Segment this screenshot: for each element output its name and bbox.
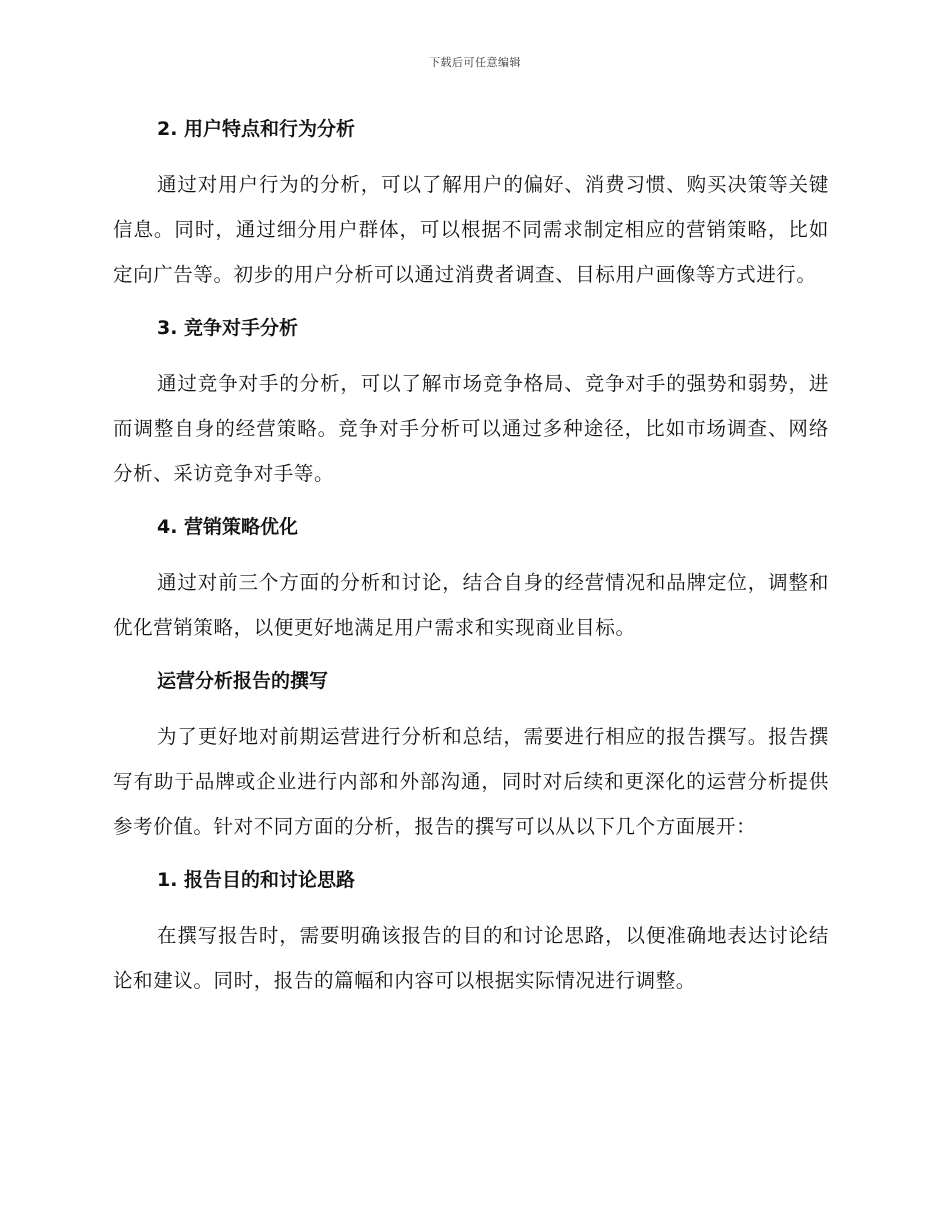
section-paragraph-report-purpose: 在撰写报告时，需要明确该报告的目的和讨论思路，以便准确地表达讨论结论和建议。同时，报告的篇幅和内容可以根据实际情况进行调整。 — [113, 924, 829, 992]
section-heading-report-purpose: 1. 报告目的和讨论思路 — [157, 869, 356, 891]
section-heading-marketing-optimization: 4. 营销策略优化 — [157, 516, 299, 538]
section-paragraph-user-analysis: 通过对用户行为的分析，可以了解用户的偏好、消费习惯、购买决策等关键信息。同时，通过细分用户群体，可以根据不同需求制定相应的营销策略，比如定向广告等。初步的用户分析可以通过消费者调查、目标用户画像等方式进行。 — [113, 173, 829, 286]
document-body — [113, 112, 829, 1003]
section-heading-competitor-analysis: 3. 竞争对手分析 — [157, 317, 299, 339]
section-heading-user-analysis: 2. 用户特点和行为分析 — [157, 118, 356, 140]
section-paragraph-marketing-optimization: 通过对前三个方面的分析和讨论，结合自身的经营情况和品牌定位，调整和优化营销策略，以便更好地满足用户需求和实现商业目标。 — [113, 571, 829, 639]
section-heading-report-writing: 运营分析报告的撰写 — [157, 670, 329, 692]
section-paragraph-report-writing: 为了更好地对前期运营进行分析和总结，需要进行相应的报告撰写。报告撰写有助于品牌或企业进行内部和外部沟通，同时对后续和更深化的运营分析提供参考价值。针对不同方面的分析，报告的撰写可以从以下几个方面展开： — [113, 725, 829, 838]
page-header: 下载后可任意编辑 — [429, 56, 521, 69]
section-paragraph-competitor-analysis: 通过竞争对手的分析，可以了解市场竞争格局、竞争对手的强势和弱势，进而调整自身的经营策略。竞争对手分析可以通过多种途径，比如市场调查、网络分析、采访竞争对手等。 — [113, 372, 829, 485]
